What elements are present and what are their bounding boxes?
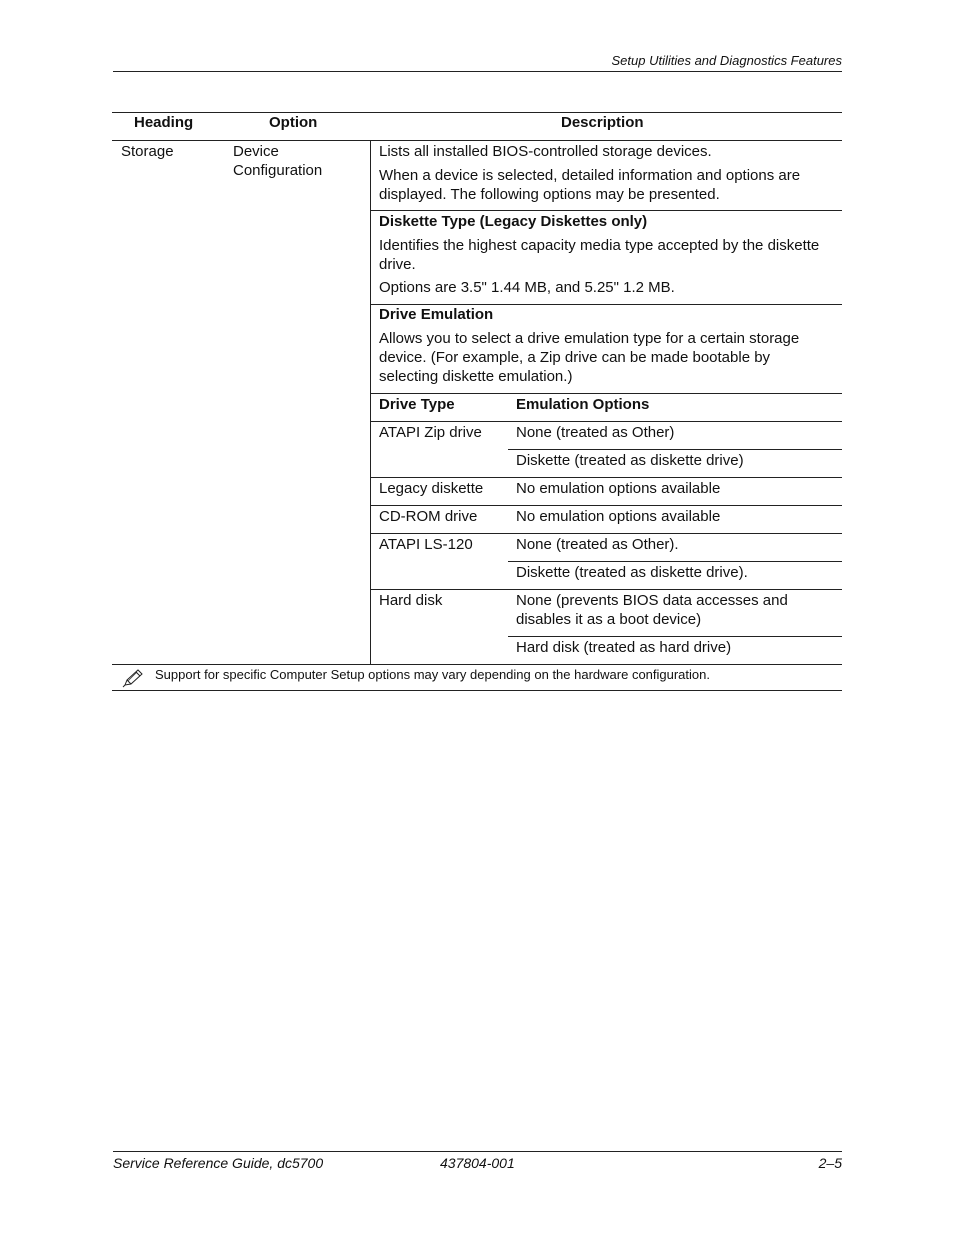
diskette-line2: drive. bbox=[379, 256, 416, 273]
header-rule bbox=[113, 71, 842, 72]
cell-option-line2: Configuration bbox=[233, 162, 323, 179]
desc-para-line1: When a device is selected, detailed information and options are bbox=[379, 167, 801, 184]
sub-option: Diskette (treated as diskette drive). bbox=[516, 564, 748, 581]
emulation-line2: device. (For example, a Zip drive can be made bootable by bbox=[379, 349, 771, 366]
footer-title: Service Reference Guide, dc5700 bbox=[113, 1155, 324, 1171]
sub-header-rule bbox=[370, 421, 842, 422]
note-top-rule bbox=[112, 664, 842, 665]
desc-intro: Lists all installed BIOS-controlled storage devices. bbox=[379, 143, 712, 160]
desc-rule-3 bbox=[370, 393, 842, 394]
footer-page-number: 2–5 bbox=[818, 1155, 842, 1171]
sub-drive-hard-disk: Hard disk bbox=[379, 592, 443, 609]
running-header: Setup Utilities and Diagnostics Features bbox=[611, 53, 842, 68]
emulation-line1: Allows you to select a drive emulation type for a certain storage bbox=[379, 330, 800, 347]
sub-option: No emulation options available bbox=[516, 508, 721, 525]
note-text: Support for specific Computer Setup options may vary depending on the hardware configuration. bbox=[155, 667, 710, 682]
cell-heading-storage: Storage bbox=[121, 143, 174, 160]
sub-option: disables it as a boot device) bbox=[516, 611, 702, 628]
emulation-line3: selecting diskette emulation.) bbox=[379, 368, 573, 385]
description-column-divider bbox=[370, 140, 371, 665]
diskette-line1: Identifies the highest capacity media type accepted by the diskette bbox=[379, 237, 820, 254]
drive-emulation-title: Drive Emulation bbox=[379, 306, 494, 323]
sub-option: None (treated as Other). bbox=[516, 536, 679, 553]
sub-row-rule bbox=[370, 589, 842, 590]
table-top-rule bbox=[112, 112, 842, 113]
sub-col-drive-type: Drive Type bbox=[379, 396, 455, 413]
pencil-note-icon bbox=[122, 668, 144, 688]
diskette-type-title: Diskette Type (Legacy Diskettes only) bbox=[379, 213, 648, 230]
sub-drive-atapi-zip: ATAPI Zip drive bbox=[379, 424, 482, 441]
diskette-options: Options are 3.5" 1.44 MB, and 5.25" 1.2 MB. bbox=[379, 279, 675, 296]
sub-option: Diskette (treated as diskette drive) bbox=[516, 452, 744, 469]
desc-para-line2: displayed. The following options may be presented. bbox=[379, 186, 720, 203]
col-header-heading: Heading bbox=[134, 114, 194, 131]
table-header-rule bbox=[112, 140, 842, 141]
sub-row-rule bbox=[370, 477, 842, 478]
note-bottom-rule bbox=[112, 690, 842, 691]
footer-rule bbox=[113, 1151, 842, 1152]
sub-col-emulation-options: Emulation Options bbox=[516, 396, 650, 413]
sub-inner-rule bbox=[508, 636, 842, 637]
sub-option: Hard disk (treated as hard drive) bbox=[516, 639, 732, 656]
sub-inner-rule bbox=[508, 449, 842, 450]
sub-drive-atapi-ls120: ATAPI LS-120 bbox=[379, 536, 473, 553]
sub-row-rule bbox=[370, 505, 842, 506]
sub-option: No emulation options available bbox=[516, 480, 721, 497]
footer-part-number: 437804-001 bbox=[440, 1155, 515, 1171]
sub-inner-rule bbox=[508, 561, 842, 562]
col-header-option: Option bbox=[269, 114, 318, 131]
sub-row-rule bbox=[370, 533, 842, 534]
sub-drive-cdrom: CD-ROM drive bbox=[379, 508, 478, 525]
desc-rule-1 bbox=[370, 210, 842, 211]
sub-drive-legacy-diskette: Legacy diskette bbox=[379, 480, 484, 497]
sub-option: None (prevents BIOS data accesses and bbox=[516, 592, 788, 609]
col-header-description: Description bbox=[561, 114, 644, 131]
sub-option: None (treated as Other) bbox=[516, 424, 675, 441]
cell-option-line1: Device bbox=[233, 143, 279, 160]
